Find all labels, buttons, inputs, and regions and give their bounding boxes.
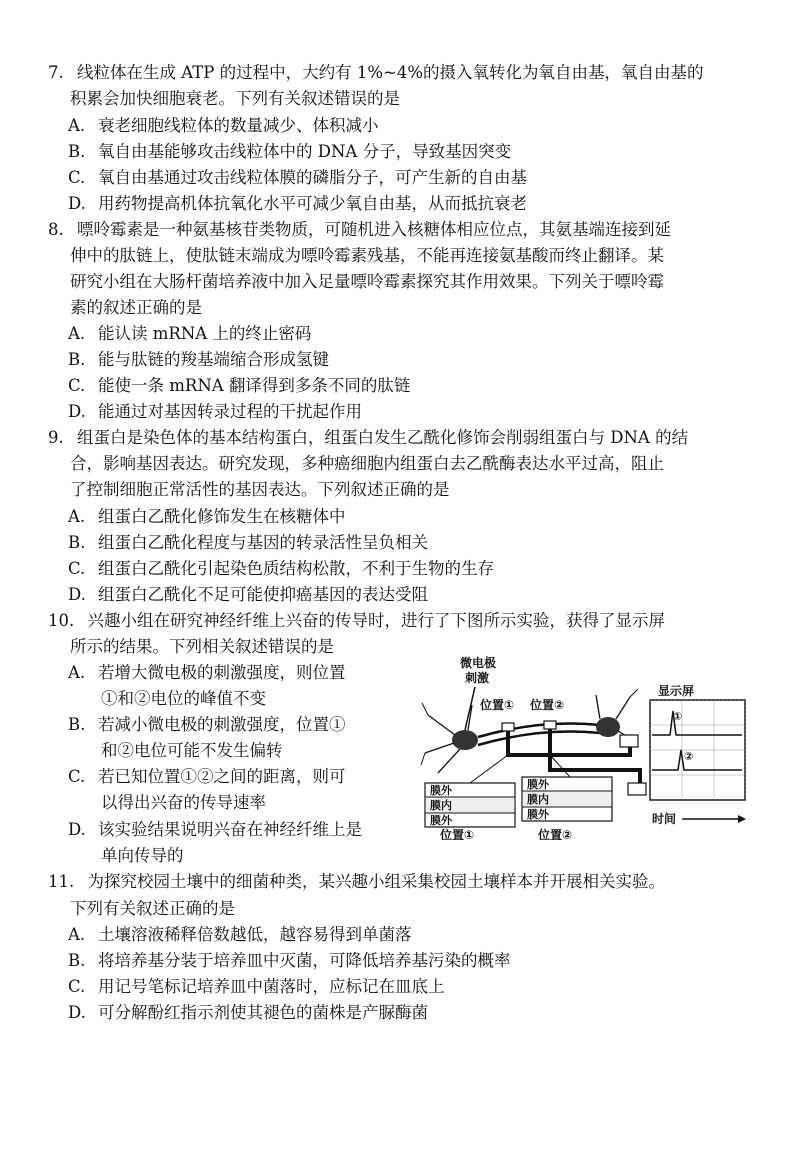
question-9-stem-line-2: 合，影响基因表达。研究发现，多种癌细胞内组蛋白去乙酰酶表达水平过高，阻止	[70, 454, 664, 473]
diagram-svg	[420, 655, 750, 840]
membrane-box-1	[425, 755, 515, 827]
option-text: 组蛋白乙酰化程度与基因的转录活性呈负相关	[98, 533, 428, 552]
membrane-box-2	[522, 755, 612, 821]
option-label: D.	[68, 194, 86, 213]
option-text: 氧自由基能够攻击线粒体中的 DNA 分子，导致基因突变	[98, 142, 512, 161]
option-text: 组蛋白乙酰化引起染色质结构松散，不利于生物的生存	[98, 559, 494, 578]
option-text: 若已知位置①②之间的距离，则可	[98, 767, 346, 786]
pos2-label: 位置②	[530, 698, 565, 712]
question-text: 线粒体在生成 ATP 的过程中，大约有 1%~4%的摄入氧转化为氧自由基，氧自由基的	[77, 63, 704, 82]
option-label: C.	[68, 767, 86, 786]
pos1-label: 位置①	[480, 698, 515, 712]
option-label: A.	[68, 925, 86, 944]
amplifier-2	[628, 783, 646, 795]
option-label: A.	[68, 663, 86, 682]
question-9-stem-line-1	[48, 426, 688, 450]
option-text: 能与肽链的羧基端缩合形成氢键	[98, 350, 329, 369]
option-label: B.	[68, 715, 86, 734]
box1-out-top: 膜外	[430, 784, 452, 797]
option-text: 用药物提高机体抗氧化水平可减少氧自由基，从而抵抗衰老	[98, 194, 527, 213]
question-7-stem-line-2: 积累会加快细胞衰老。下列有关叙述错误的是	[70, 89, 400, 108]
option-text: 将培养基分装于培养皿中灭菌，可降低培养基污染的概率	[98, 951, 511, 970]
question-10-option-a	[68, 661, 346, 685]
option-text: 若增大微电极的刺激强度，则位置	[98, 663, 346, 682]
question-number: 11.	[48, 872, 75, 891]
question-10-option-d	[68, 818, 362, 842]
question-9-option-d	[68, 583, 428, 607]
option-text: 可分解酚红指示剂使其褪色的菌株是产脲酶菌	[98, 1003, 428, 1022]
option-text: 氧自由基通过攻击线粒体膜的磷脂分子，可产生新的自由基	[98, 168, 527, 187]
option-label: D.	[68, 402, 86, 421]
box2-pointer	[550, 755, 570, 777]
option-text: 用记号笔标记培养皿中菌落时，应标记在皿底上	[98, 977, 445, 996]
trace-2-marker: ②	[684, 750, 694, 763]
option-text: 能通过对基因转录过程的干扰起作用	[98, 402, 362, 421]
option-label: A.	[68, 324, 86, 343]
question-11-stem-line-1	[48, 870, 665, 894]
question-8-option-a	[68, 322, 311, 346]
question-8-stem-line-4: 素的叙述正确的是	[70, 298, 202, 317]
stimulus-label-2: 刺激	[465, 671, 490, 685]
question-9-stem-line-3: 了控制细胞正常活性的基因表达。下列叙述正确的是	[70, 480, 450, 499]
option-text: 组蛋白乙酰化不足可能使抑癌基因的表达受阻	[98, 585, 428, 604]
option-text: 土壤溶液稀释倍数越低，越容易得到单菌落	[98, 925, 412, 944]
question-8-option-d	[68, 400, 362, 424]
box1-caption: 位置①	[440, 828, 475, 840]
question-number: 10.	[48, 611, 75, 630]
screen-label: 显示屏	[658, 684, 695, 698]
option-text: 若减小微电极的刺激强度，位置①	[98, 715, 346, 734]
question-10-option-b-cont: 和②电位可能不发生偏转	[101, 741, 283, 760]
option-label: D.	[68, 1003, 86, 1022]
question-8-option-c	[68, 374, 410, 398]
option-label: C.	[68, 559, 86, 578]
question-10-option-c	[68, 765, 346, 789]
option-text: 该实验结果说明兴奋在神经纤维上是	[98, 820, 362, 839]
axon-upper	[478, 724, 600, 738]
question-10-stem-line-1	[48, 609, 665, 633]
time-label: 时间	[652, 812, 677, 826]
question-9-option-b	[68, 531, 428, 555]
option-label: B.	[68, 951, 86, 970]
question-text: 兴趣小组在研究神经纤维上兴奋的传导时，进行了下图所示实验，获得了显示屏	[87, 611, 665, 630]
question-9-option-a	[68, 505, 346, 529]
question-7-option-c	[68, 166, 527, 190]
stimulus-label-1: 微电极	[460, 656, 497, 670]
question-7-option-d	[68, 192, 527, 216]
probe-2	[544, 721, 556, 729]
option-text: 衰老细胞线粒体的数量减少、体积减小	[98, 116, 379, 135]
option-text: 能使一条 mRNA 翻译得到多条不同的肽链	[98, 376, 411, 395]
question-11-option-b	[68, 949, 511, 973]
box2-caption: 位置②	[538, 828, 573, 840]
box2-in: 膜内	[527, 793, 549, 806]
probe-1	[502, 723, 514, 731]
question-8-stem-line-3: 研究小组在大肠杆菌培养液中加入足量嘌呤霉素探究其作用效果。下列关于嘌呤霉	[70, 272, 664, 291]
option-label: B.	[68, 350, 86, 369]
question-11-option-c	[68, 975, 445, 999]
question-10-option-a-cont: ①和②电位的峰值不变	[101, 689, 266, 708]
display-screen	[650, 700, 745, 800]
box1-out-bottom: 膜外	[430, 814, 452, 827]
option-label: D.	[68, 820, 86, 839]
question-8-stem-line-2: 伸中的肽链上，使肽链末端成为嘌呤霉素残基，不能再连接氨基酸而终止翻译。某	[70, 246, 664, 265]
question-text: 组蛋白是染色体的基本结构蛋白，组蛋白发生乙酰化修饰会削弱组蛋白与 DNA 的结	[77, 428, 689, 447]
box2-out-top: 膜外	[527, 778, 549, 791]
question-7-stem-line-1	[48, 61, 704, 85]
question-text: 嘌呤霉素是一种氨基核苷类物质，可随机进入核糖体相应位点，其氨基端连接到延	[77, 220, 671, 239]
option-label: A.	[68, 507, 86, 526]
option-label: B.	[68, 142, 86, 161]
box1-pointer	[470, 755, 508, 783]
option-label: C.	[68, 977, 86, 996]
question-number: 7.	[48, 63, 64, 82]
question-9-option-c	[68, 557, 494, 581]
option-text: 能认读 mRNA 上的终止密码	[98, 324, 312, 343]
micro-electrode	[465, 687, 475, 730]
option-label: B.	[68, 533, 86, 552]
time-arrow-head	[738, 815, 746, 823]
question-text: 为探究校园土壤中的细菌种类，某兴趣小组采集校园土壤样本并开展相关实验。	[87, 872, 665, 891]
question-11-option-d	[68, 1001, 428, 1025]
option-label: D.	[68, 585, 86, 604]
question-number: 8.	[48, 220, 64, 239]
question-8-option-b	[68, 348, 329, 372]
question-7-option-a	[68, 114, 379, 138]
question-10-option-b	[68, 713, 346, 737]
question-7-option-b	[68, 140, 511, 164]
question-11-stem-line-2: 下列有关叙述正确的是	[70, 899, 235, 918]
question-10-option-d-cont: 单向传导的	[101, 846, 184, 865]
option-text: 组蛋白乙酰化修饰发生在核糖体中	[98, 507, 346, 526]
option-label: A.	[68, 116, 86, 135]
option-label: C.	[68, 168, 86, 187]
question-number: 9.	[48, 428, 64, 447]
question-10-stem-line-2: 所示的结果。下列相关叙述错误的是	[70, 637, 334, 656]
nerve-experiment-diagram	[420, 655, 750, 840]
box1-in: 膜内	[430, 799, 452, 812]
trace-1-marker: ①	[673, 710, 683, 723]
question-8-stem-line-1	[48, 218, 671, 242]
option-label: C.	[68, 376, 86, 395]
question-10-option-c-cont: 以得出兴奋的传导速率	[101, 793, 266, 812]
amplifier-1	[620, 735, 638, 747]
question-11-option-a	[68, 923, 412, 947]
box2-out-bottom: 膜外	[527, 808, 549, 821]
